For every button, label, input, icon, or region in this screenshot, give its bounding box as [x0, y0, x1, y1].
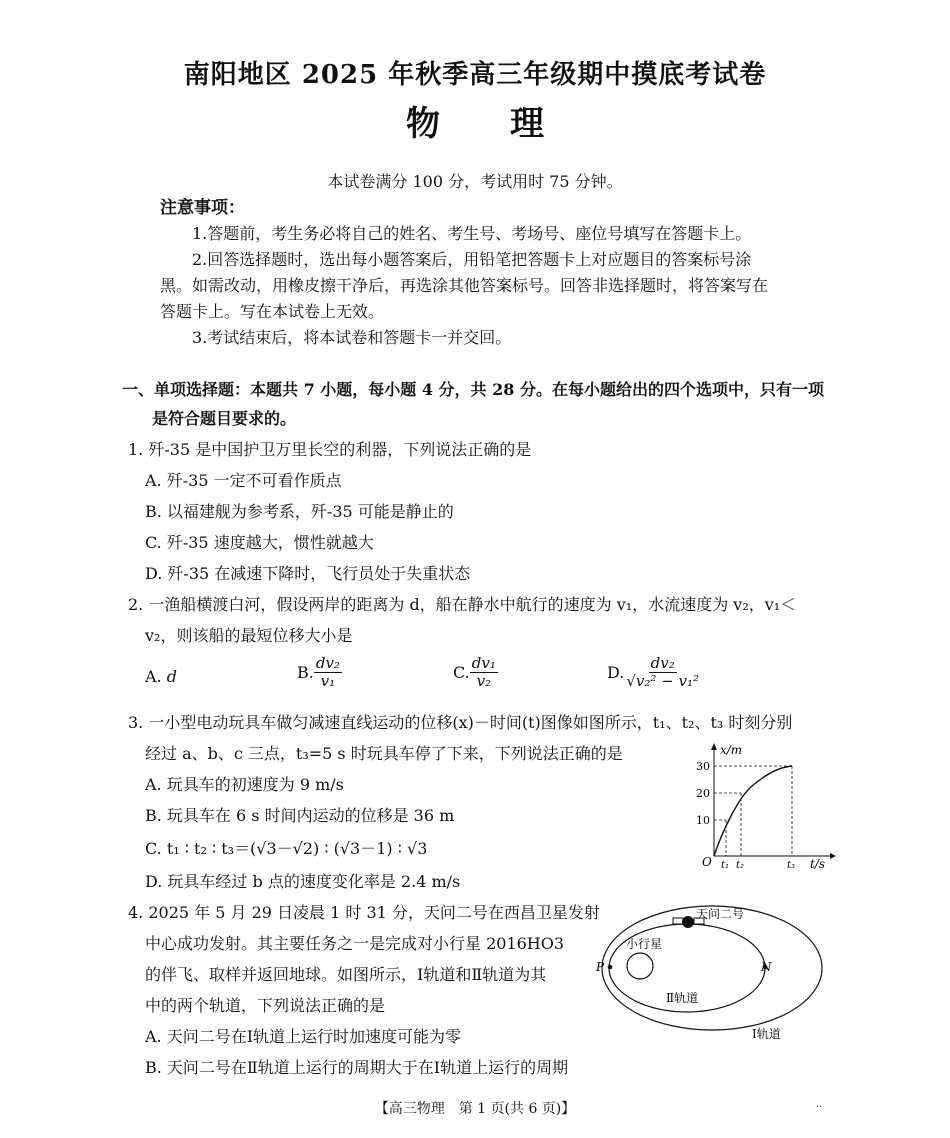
q2-option-b-label: B.	[297, 662, 314, 682]
q1-option-b: B. 以福建舰为参考系，歼-35 可能是静止的	[145, 502, 454, 521]
notice-item-1: 1.答题前，考生务必将自己的姓名、考生号、考场号、座位号填写在答题卡上。	[192, 224, 752, 243]
graph-t3-tick: t₃	[787, 860, 796, 870]
notice-heading: 注意事项：	[160, 198, 245, 218]
orbit-1-label: Ⅰ轨道	[752, 1027, 781, 1041]
q2-option-c-label: C.	[453, 662, 470, 682]
graph-y-tick-30: 30	[696, 760, 710, 773]
q3-stem-line2: 经过 a、b、c 三点，t₃=5 s 时玩具车停了下来，下列说法正确的是	[145, 744, 623, 763]
q2-option-a	[145, 667, 177, 687]
graph-x-label: t/s	[810, 857, 826, 870]
orbit-2-label: Ⅱ轨道	[666, 991, 699, 1005]
exam-title: 南阳地区 2025 年秋季高三年级期中摸底考试卷	[183, 60, 767, 90]
orbit-diagram	[594, 898, 830, 1048]
q2-option-c	[453, 655, 498, 690]
graph-t1-tick: t₁	[721, 860, 730, 870]
xt-graph	[690, 740, 840, 870]
orbit-1	[602, 906, 822, 1030]
section-heading-line1: 一、单项选择题：本题共 7 小题，每小题 4 分，共 28 分。在每小题给出的四个选项中，只有一项	[122, 380, 824, 399]
corner-mark: ··	[816, 1102, 823, 1113]
q3-stem-line1: 3. 一小型电动玩具车做匀减速直线运动的位移(x)－时间(t)图像如图所示，t₁、t₂、t₃ 时刻分别	[128, 713, 793, 732]
q3-option-b: B. 玩具车在 6 s 时间内运动的位移是 36 m	[145, 806, 455, 825]
q2-option-a-value: d	[166, 667, 177, 686]
q4-stem-line2: 中心成功发射。其主要任务之一是完成对小行星 2016HO3	[145, 934, 565, 953]
t-axis-arrow	[830, 853, 836, 859]
q1-option-c: C. 歼-35 速度越大，惯性就越大	[145, 533, 374, 552]
x-axis-arrow	[711, 743, 717, 750]
q2-option-b	[297, 655, 342, 690]
notice-item-2-line3: 答题卡上。写在本试卷上无效。	[160, 302, 385, 321]
notice-item-3: 3.考试结束后，将本试卷和答题卡一并交回。	[192, 328, 512, 347]
q3-option-c: C. t₁ ∶ t₂ ∶ t₃＝(√3－√2) ∶ (√3－1) ∶ √3	[145, 839, 428, 858]
q3-option-d: D. 玩具车经过 b 点的速度变化率是 2.4 m/s	[145, 872, 461, 891]
q2-option-b-denominator: v₁	[320, 672, 336, 690]
point-p-marker	[608, 965, 613, 970]
graph-t2-tick: t₂	[736, 860, 745, 870]
notice-item-2-line2: 黑。如需改动，用橡皮擦干净后，再选涂其他答案标号。回答非选择题时，将答案写在	[160, 276, 769, 295]
notice-item-2-line1: 2.回答选择题时，选出每小题答案后，用铅笔把答题卡上对应题目的答案标号涂	[192, 250, 752, 269]
probe-label: 天问二号	[696, 907, 745, 921]
graph-origin: O	[702, 855, 712, 869]
q2-option-d-denominator: √v₂² − v₁²	[626, 672, 700, 690]
q2-stem-line2: v₂，则该船的最短位移大小是	[145, 626, 353, 645]
q4-stem-line1: 4. 2025 年 5 月 29 日凌晨 1 时 31 分，天问二号在西昌卫星发射	[128, 903, 600, 922]
q2-option-d-numerator: dv₂	[650, 654, 675, 672]
page-footer: 【高三物理 第 1 页(共 6 页)】	[374, 1101, 576, 1117]
graph-y-tick-20: 20	[696, 787, 710, 800]
q2-option-a-label: A.	[145, 667, 162, 686]
graph-y-label: x/m	[720, 743, 743, 757]
exam-info: 本试卷满分 100 分，考试用时 75 分钟。	[327, 172, 623, 191]
section-heading-line2: 是符合题目要求的。	[152, 409, 297, 428]
q3-option-a: A. 玩具车的初速度为 9 m/s	[145, 775, 344, 794]
q2-option-c-denominator: v₂	[476, 672, 492, 690]
asteroid-icon	[627, 953, 653, 979]
q2-option-d-label: D.	[607, 662, 625, 682]
q2-option-b-numerator: dv₂	[315, 654, 340, 672]
point-p-label: P	[596, 960, 605, 974]
q2-option-d	[607, 655, 701, 690]
q1-option-d: D. 歼-35 在减速下降时，飞行员处于失重状态	[145, 564, 471, 583]
q4-stem-line3: 的伴飞、取样并返回地球。如图所示，Ⅰ轨道和Ⅱ轨道为其	[145, 965, 547, 984]
q2-stem-line1: 2. 一渔船横渡白河，假设两岸的距离为 d，船在静水中航行的速度为 v₁，水流速度为 v₂，v₁＜	[128, 595, 797, 614]
q1-stem: 1. 歼-35 是中国护卫万里长空的利器，下列说法正确的是	[128, 440, 532, 459]
subject-title: 物理	[406, 104, 614, 144]
q4-stem-line4: 中的两个轨道，下列说法正确的是	[145, 996, 386, 1015]
asteroid-label: 小行星	[626, 937, 663, 951]
graph-y-tick-10: 10	[696, 814, 710, 827]
q4-option-b: B. 天问二号在Ⅱ轨道上运行的周期大于在Ⅰ轨道上运行的周期	[145, 1058, 569, 1077]
point-n-label: N	[761, 960, 772, 974]
q2-option-c-numerator: dv₁	[471, 654, 496, 672]
q4-option-a: A. 天问二号在Ⅰ轨道上运行时加速度可能为零	[145, 1027, 462, 1046]
q1-option-a: A. 歼-35 一定不可看作质点	[145, 471, 342, 490]
